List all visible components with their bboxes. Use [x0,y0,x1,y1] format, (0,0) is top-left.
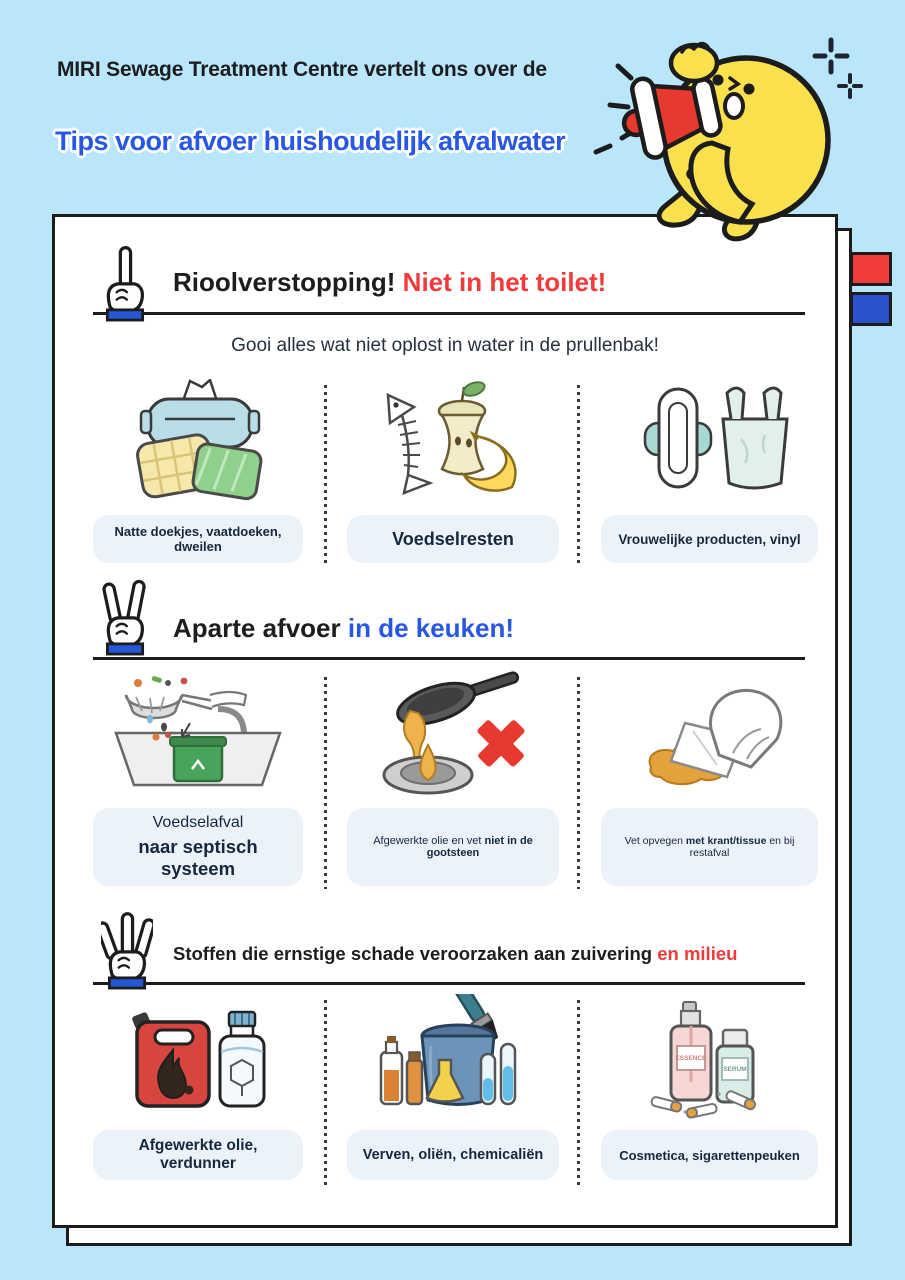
label-pill [347,1130,559,1180]
main-card [52,214,838,1228]
header-kicker: MIRI Sewage Treatment Centre vertelt ons over de [57,58,547,81]
section-3-title-main: Stoffen die ernstige schade veroorzaken aan zuivering [173,943,653,964]
item-label: Cosmetica, sigarettenpeuken [619,1147,800,1163]
item-label: Vrouwelijke producten, vinyl [618,531,801,547]
sparkle-plus-icon [815,40,847,72]
item-label: Vet opvegen met krant/tissue en bij restafval [624,835,795,859]
cosmetics-cigarettes-illustration [601,992,818,1124]
label-pill [93,515,303,563]
item-label: Natte doekjes, vaatdoeken, dweilen [114,524,282,554]
hand-three-icon [101,909,153,991]
blue-accent-box [850,292,892,326]
label-pill [347,515,559,563]
paint-chemicals-illustration [347,992,559,1124]
section-3-title-accent: en milieu [657,943,738,964]
item-label: Afgewerkte olie en vet niet in de gootsteen [373,835,533,859]
section-1-subtitle: Gooi alles wat niet oplost in water in de prullenbak! [231,335,659,356]
section-2-title-main: Aparte afvoer [173,613,341,643]
item-label: Afgewerkte olie, verdunner [138,1137,258,1172]
dotted-divider [324,1000,327,1187]
essence-label: ESSENCE [674,1055,707,1062]
mascot-megaphone-illustration [588,28,868,243]
dotted-divider [577,1000,580,1187]
tissue-wipe-illustration [601,669,818,801]
dotted-divider [577,385,580,567]
label-pill [601,808,818,886]
section-1-title [173,267,606,298]
sound-lines-icon [596,66,637,152]
wet-wipes-sponges-illustration [93,377,303,509]
jerrycan-thinner-illustration [93,992,303,1124]
food-scraps-illustration [347,377,559,509]
section-1-divider [93,312,805,315]
label-pill [601,1130,818,1180]
item-label-line1: Voedselafval [152,814,244,831]
item-label: Verven, oliën, chemicaliën [362,1147,544,1163]
red-accent-box [850,252,892,286]
page-title: Tips voor afvoer huishoudelijk afvalwater [55,126,566,156]
sparkle-plus-small-icon [839,75,861,97]
section-2-divider [93,657,805,660]
section-3-title [173,943,737,965]
serum-label: SERUM [722,1066,747,1073]
label-pill [93,808,303,886]
label-pill [347,808,559,886]
item-label: Voedselresten [392,528,514,549]
sink-food-waste-illustration [93,669,303,801]
section-1-title-main: Rioolverstopping! [173,267,396,297]
item-label-line2: naar septisch systeem [138,836,258,879]
frying-pan-drain-illustration [347,669,559,801]
section-3-divider [93,982,805,985]
dotted-divider [324,385,327,567]
dotted-divider [577,677,580,889]
label-pill [93,1130,303,1180]
section-2-title-accent: in de keuken! [347,613,515,643]
section-2-title [173,613,514,644]
section-1-title-accent: Niet in het toilet! [402,267,607,297]
hand-two-icon [99,575,151,657]
label-pill [601,515,818,563]
dotted-divider [324,677,327,889]
sanitary-pad-plastic-bag-illustration [601,377,818,509]
hand-one-icon [99,241,151,323]
